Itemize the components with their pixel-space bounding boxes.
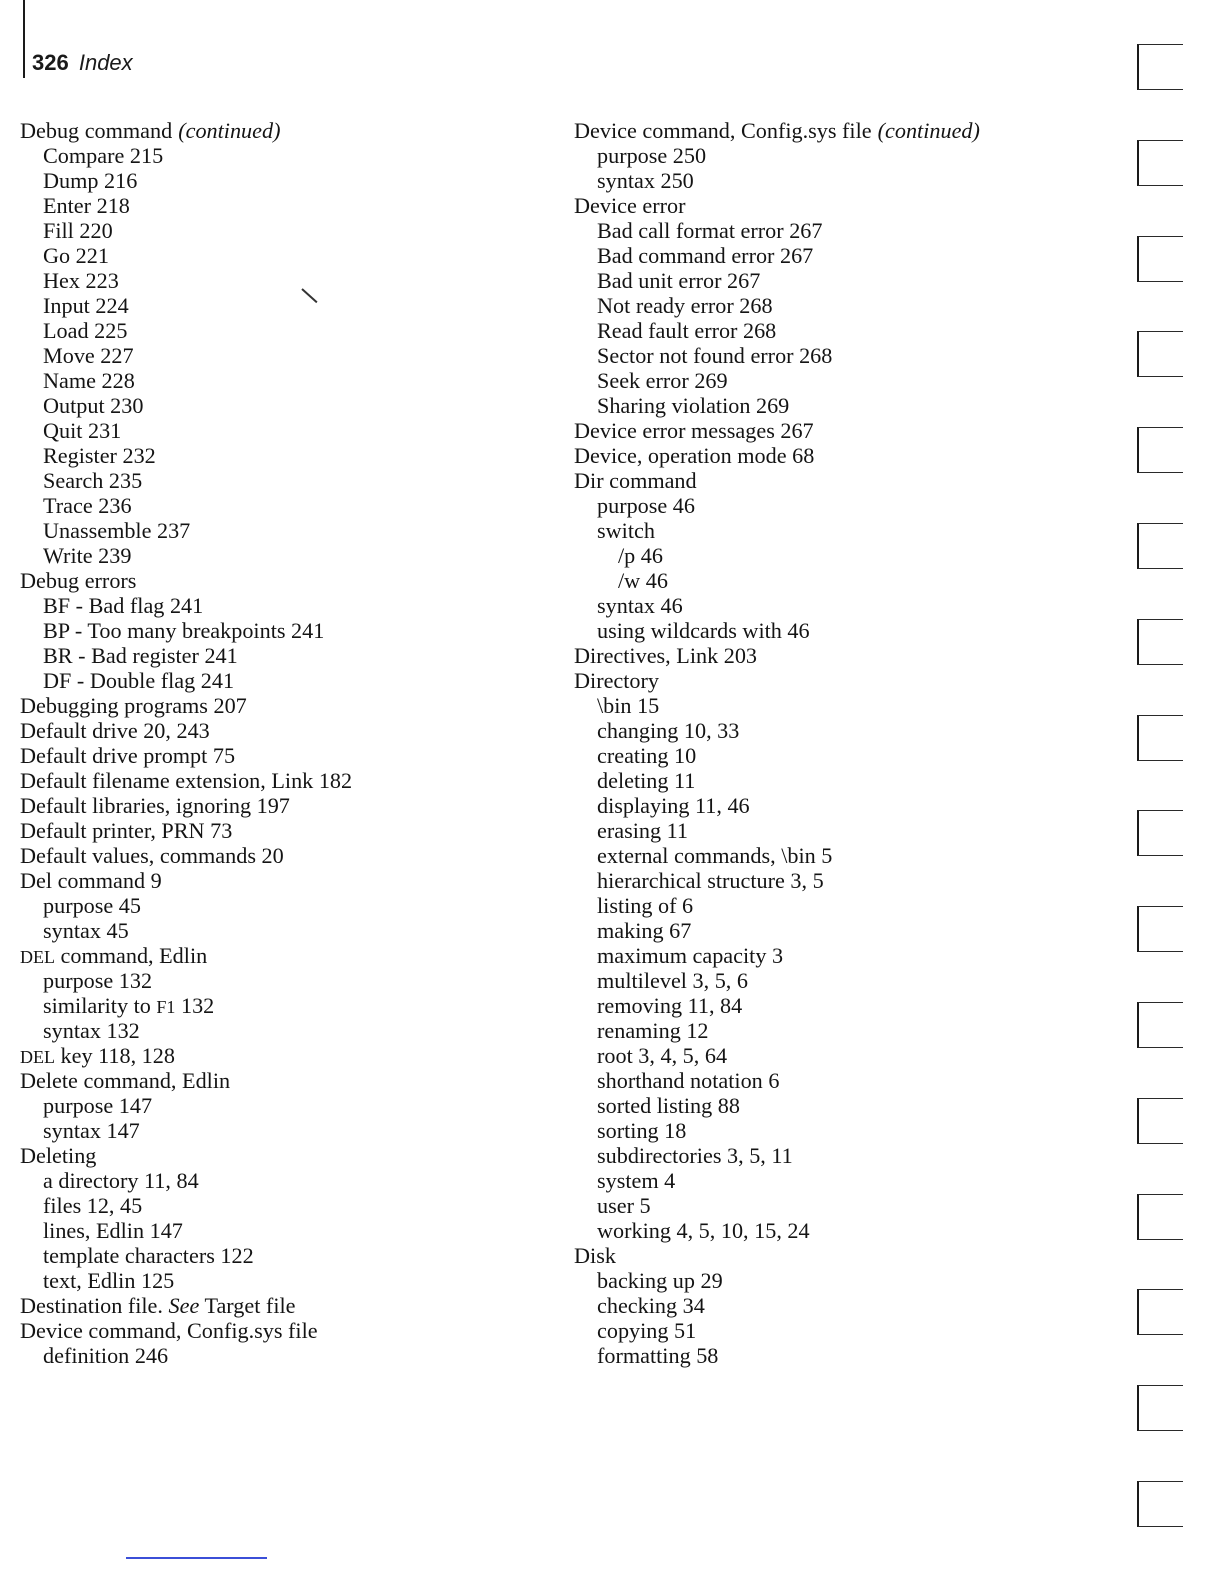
index-subentry — [20, 1093, 500, 1118]
entry-text: shorthand notation 6 — [597, 1068, 780, 1093]
index-entry — [574, 1243, 1074, 1268]
index-subentry — [20, 193, 500, 218]
entry-text: listing of 6 — [597, 893, 694, 918]
entry-text: user 5 — [597, 1193, 651, 1218]
index-subentry — [574, 293, 1074, 318]
thumb-tab — [1137, 810, 1183, 856]
entry-text: BR - Bad register 241 — [43, 643, 238, 668]
index-subentry — [574, 1093, 1074, 1118]
small-caps-key: DEL — [20, 947, 55, 967]
entry-text: multilevel 3, 5, 6 — [597, 968, 748, 993]
entry-text: maximum capacity 3 — [597, 943, 784, 968]
entry-text: Quit 231 — [43, 418, 122, 443]
entry-text: syntax 45 — [43, 918, 129, 943]
entry-text: using wildcards with 46 — [597, 618, 810, 643]
index-entry — [20, 1043, 500, 1068]
entry-text: working 4, 5, 10, 15, 24 — [597, 1218, 810, 1243]
entry-text: Compare 215 — [43, 143, 164, 168]
entry-text: template characters 122 — [43, 1243, 254, 1268]
index-subentry — [20, 1193, 500, 1218]
entry-text: hierarchical structure 3, 5 — [597, 868, 824, 893]
thumb-tab — [1137, 1002, 1183, 1048]
thumb-tab — [1137, 140, 1183, 186]
continued-label: (continued) — [877, 118, 980, 143]
entry-text: Unassemble 237 — [43, 518, 191, 543]
index-subentry — [574, 368, 1074, 393]
index-subentry — [20, 468, 500, 493]
index-subentry — [574, 693, 1074, 718]
index-subentry — [574, 1168, 1074, 1193]
entry-text: syntax 147 — [43, 1118, 140, 1143]
index-entry — [20, 943, 500, 968]
entry-text: renaming 12 — [597, 1018, 709, 1043]
continued-label: (continued) — [178, 118, 281, 143]
index-subentry — [574, 543, 1074, 568]
index-subentry — [20, 1018, 500, 1043]
index-subentry — [574, 1118, 1074, 1143]
entry-text: Trace 236 — [43, 493, 132, 518]
index-entry — [574, 443, 1074, 468]
index-subentry — [20, 1118, 500, 1143]
entry-text: checking 34 — [597, 1293, 705, 1318]
entry-text: system 4 — [597, 1168, 676, 1193]
index-subentry — [20, 1168, 500, 1193]
entry-prefix: Destination file. — [20, 1293, 169, 1318]
entry-text: Fill 220 — [43, 218, 113, 243]
entry-text: Default drive prompt 75 — [20, 743, 236, 768]
entry-text: erasing 11 — [597, 818, 688, 843]
thumb-tab — [1137, 44, 1183, 90]
index-subentry — [574, 768, 1074, 793]
index-subentry — [574, 868, 1074, 893]
entry-text: Disk — [574, 1243, 616, 1268]
thumb-tab — [1137, 236, 1183, 282]
index-entry — [20, 1068, 500, 1093]
index-entry — [20, 1143, 500, 1168]
index-entry — [20, 818, 500, 843]
entry-text: /p 46 — [618, 543, 663, 568]
index-subentry — [574, 243, 1074, 268]
index-subentry — [574, 968, 1074, 993]
index-subentry — [20, 343, 500, 368]
index-subentry — [20, 543, 500, 568]
index-entry — [574, 418, 1074, 443]
thumb-tab — [1137, 906, 1183, 952]
entry-text: Read fault error 268 — [597, 318, 777, 343]
index-subentry — [574, 568, 1074, 593]
thumb-tab — [1137, 1098, 1183, 1144]
entry-text: copying 51 — [597, 1318, 697, 1343]
index-subentry — [574, 593, 1074, 618]
thumb-tab — [1137, 1194, 1183, 1240]
thumb-tab — [1137, 715, 1183, 761]
index-entry — [574, 643, 1074, 668]
index-subentry — [574, 918, 1074, 943]
thumb-tab — [1137, 331, 1183, 377]
index-subentry — [20, 393, 500, 418]
index-subentry — [20, 993, 500, 1018]
page-number: 326 — [32, 50, 69, 75]
entry-text: Sector not found error 268 — [597, 343, 833, 368]
entry-text: sorted listing 88 — [597, 1093, 740, 1118]
entry-text: Sharing violation 269 — [597, 393, 790, 418]
index-subentry — [20, 593, 500, 618]
entry-text: Input 224 — [43, 293, 129, 318]
index-entry — [20, 693, 500, 718]
index-subentry — [574, 218, 1074, 243]
entry-text: syntax 132 — [43, 1018, 140, 1043]
entry-text: Deleting — [20, 1143, 97, 1168]
index-subentry — [20, 1218, 500, 1243]
index-subentry — [20, 318, 500, 343]
index-subentry — [574, 1318, 1074, 1343]
entry-text: Default libraries, ignoring 197 — [20, 793, 290, 818]
entry-text: Debug command — [20, 118, 173, 143]
index-subentry — [20, 443, 500, 468]
entry-text: Dump 216 — [43, 168, 138, 193]
index-subentry — [20, 243, 500, 268]
entry-text: backing up 29 — [597, 1268, 723, 1293]
index-subentry — [574, 618, 1074, 643]
entry-text: key 118, 128 — [55, 1043, 175, 1068]
thumb-tab — [1137, 1289, 1183, 1335]
entry-text: Default filename extension, Link 182 — [20, 768, 353, 793]
index-subentry — [574, 268, 1074, 293]
index-subentry — [574, 793, 1074, 818]
index-subentry — [20, 293, 500, 318]
index-entry — [20, 568, 500, 593]
header-rule — [23, 0, 25, 78]
index-subentry — [574, 318, 1074, 343]
index-subentry — [574, 1218, 1074, 1243]
entry-text: formatting 58 — [597, 1343, 719, 1368]
entry-prefix: similarity to — [43, 993, 157, 1018]
entry-text: Default printer, PRN 73 — [20, 818, 233, 843]
index-subentry — [574, 1043, 1074, 1068]
index-entry — [20, 743, 500, 768]
index-subentry — [20, 1343, 500, 1368]
entry-text: Name 228 — [43, 368, 135, 393]
entry-text: Bad call format error 267 — [597, 218, 823, 243]
entry-text: removing 11, 84 — [597, 993, 743, 1018]
index-subentry — [574, 493, 1074, 518]
entry-text: BF - Bad flag 241 — [43, 593, 204, 618]
index-subentry — [574, 168, 1074, 193]
index-entry — [20, 718, 500, 743]
entry-text: deleting 11 — [597, 768, 696, 793]
entry-text: Dir command — [574, 468, 697, 493]
entry-text: Target file — [199, 1293, 296, 1318]
index-subentry — [20, 368, 500, 393]
entry-text: Not ready error 268 — [597, 293, 773, 318]
index-subentry — [20, 918, 500, 943]
entry-text: Bad command error 267 — [597, 243, 814, 268]
thumb-tab — [1137, 523, 1183, 569]
index-subentry — [20, 418, 500, 443]
small-caps-key: DEL — [20, 1047, 55, 1067]
entry-text: switch — [597, 518, 655, 543]
entry-text: command, Edlin — [55, 943, 208, 968]
index-entry — [20, 768, 500, 793]
index-entry — [574, 668, 1074, 693]
index-entry — [20, 843, 500, 868]
entry-text: Go 221 — [43, 243, 109, 268]
section-title: Index — [78, 50, 133, 75]
index-entry — [574, 468, 1074, 493]
index-subentry — [574, 143, 1074, 168]
index-subentry — [574, 843, 1074, 868]
index-subentry — [20, 968, 500, 993]
entry-text: Debug errors — [20, 568, 137, 593]
entry-text: Output 230 — [43, 393, 144, 418]
entry-text: Directives, Link 203 — [574, 643, 758, 668]
index-subentry — [20, 618, 500, 643]
index-column-right — [574, 118, 1074, 1368]
entry-text: Bad unit error 267 — [597, 268, 761, 293]
index-subentry — [20, 268, 500, 293]
entry-text: Del command 9 — [20, 868, 162, 893]
thumb-tab — [1137, 1385, 1183, 1431]
entry-text: Device, operation mode 68 — [574, 443, 815, 468]
entry-text: Default drive 20, 243 — [20, 718, 210, 743]
index-subentry — [574, 393, 1074, 418]
see-reference: See — [168, 1293, 200, 1318]
entry-text: Device command, Config.sys file — [574, 118, 872, 143]
index-subentry — [20, 518, 500, 543]
index-subentry — [574, 893, 1074, 918]
index-subentry — [574, 1268, 1074, 1293]
entry-text: making 67 — [597, 918, 692, 943]
entry-text: Device command, Config.sys file — [20, 1318, 318, 1343]
entry-text: Default values, commands 20 — [20, 843, 284, 868]
entry-text: Directory — [574, 668, 660, 693]
entry-text: displaying 11, 46 — [597, 793, 750, 818]
index-subentry — [20, 893, 500, 918]
entry-text: Device error messages 267 — [574, 418, 814, 443]
entry-text: Delete command, Edlin — [20, 1068, 231, 1093]
entry-text: creating 10 — [597, 743, 697, 768]
index-subentry — [20, 493, 500, 518]
entry-text: Write 239 — [43, 543, 132, 568]
entry-text: 132 — [175, 993, 215, 1018]
entry-text: syntax 46 — [597, 593, 683, 618]
entry-text: files 12, 45 — [43, 1193, 143, 1218]
index-subentry — [20, 1243, 500, 1268]
entry-text: BP - Too many breakpoints 241 — [43, 618, 325, 643]
entry-text: Hex 223 — [43, 268, 119, 293]
thumb-tab — [1137, 619, 1183, 665]
entry-text: sorting 18 — [597, 1118, 687, 1143]
entry-text: lines, Edlin 147 — [43, 1218, 183, 1243]
entry-text: text, Edlin 125 — [43, 1268, 175, 1293]
index-subentry — [20, 643, 500, 668]
index-subentry — [574, 718, 1074, 743]
index-subentry — [574, 1068, 1074, 1093]
index-entry — [20, 1318, 500, 1343]
entry-text: purpose 132 — [43, 968, 153, 993]
entry-text: Enter 218 — [43, 193, 130, 218]
index-entry — [20, 118, 500, 143]
index-subentry — [574, 818, 1074, 843]
entry-text: Seek error 269 — [597, 368, 728, 393]
entry-text: definition 246 — [43, 1343, 169, 1368]
entry-text: /w 46 — [618, 568, 668, 593]
index-subentry — [574, 343, 1074, 368]
index-subentry — [574, 1343, 1074, 1368]
running-header — [32, 50, 133, 76]
index-subentry — [574, 943, 1074, 968]
index-subentry — [20, 218, 500, 243]
entry-text: Move 227 — [43, 343, 134, 368]
index-subentry — [20, 668, 500, 693]
index-subentry — [574, 993, 1074, 1018]
index-entry — [574, 193, 1074, 218]
entry-text: Debugging programs 207 — [20, 693, 247, 718]
entry-text: Register 232 — [43, 443, 156, 468]
entry-text: syntax 250 — [597, 168, 694, 193]
thumb-tab — [1137, 427, 1183, 473]
index-entry — [20, 868, 500, 893]
index-subentry — [20, 1268, 500, 1293]
entry-text: DF - Double flag 241 — [43, 668, 235, 693]
small-caps-key: F1 — [156, 997, 176, 1017]
entry-text: a directory 11, 84 — [43, 1168, 199, 1193]
entry-text: purpose 46 — [597, 493, 695, 518]
entry-text: purpose 250 — [597, 143, 707, 168]
entry-text: purpose 45 — [43, 893, 141, 918]
index-subentry — [20, 143, 500, 168]
index-subentry — [574, 1293, 1074, 1318]
entry-text: Load 225 — [43, 318, 128, 343]
footer-line — [126, 1557, 267, 1559]
index-column-left — [20, 118, 500, 1368]
index-subentry — [574, 1143, 1074, 1168]
index-subentry — [574, 1018, 1074, 1043]
index-subentry — [574, 518, 1074, 543]
index-entry — [20, 1293, 500, 1318]
index-entry — [574, 118, 1074, 143]
index-subentry — [574, 743, 1074, 768]
entry-text: root 3, 4, 5, 64 — [597, 1043, 728, 1068]
entry-text: purpose 147 — [43, 1093, 153, 1118]
index-subentry — [574, 1193, 1074, 1218]
entry-text: \bin 15 — [597, 693, 660, 718]
entry-text: changing 10, 33 — [597, 718, 740, 743]
thumb-tab — [1137, 1481, 1183, 1527]
index-subentry — [20, 168, 500, 193]
entry-text: Search 235 — [43, 468, 143, 493]
entry-text: Device error — [574, 193, 686, 218]
entry-text: external commands, \bin 5 — [597, 843, 833, 868]
entry-text: subdirectories 3, 5, 11 — [597, 1143, 793, 1168]
index-entry — [20, 793, 500, 818]
